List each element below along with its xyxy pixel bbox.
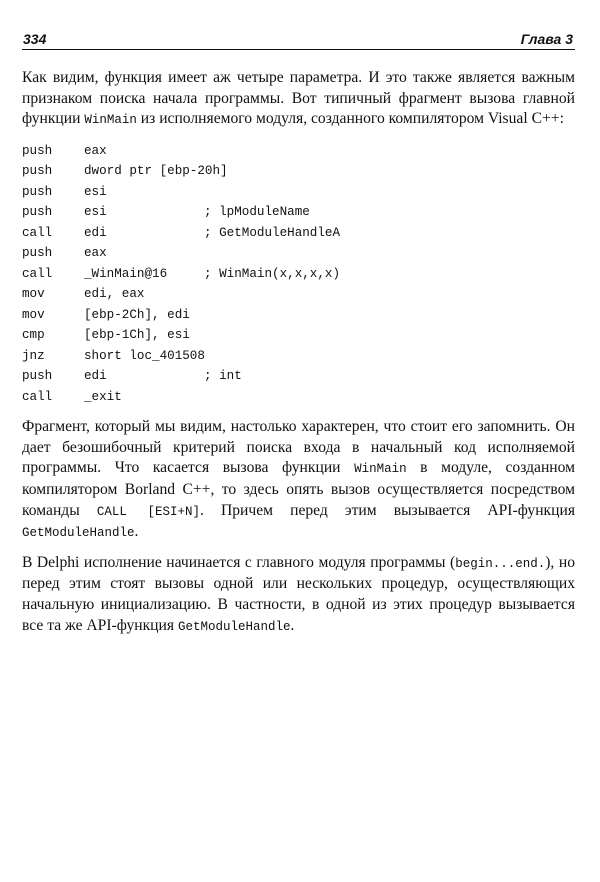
paragraph-text: . [290, 616, 295, 634]
code-arg: edi [84, 369, 107, 384]
code-line [22, 264, 575, 285]
paragraph-text: . [134, 523, 139, 541]
paragraph-text: ), но перед этим стоят вызовы одной или нескольких процедур, осуществляющих начальную инициализацию. В частности, в одной из этих процедур вызывается все та же API-функция [22, 553, 575, 634]
code-arg: esi [84, 184, 107, 199]
inline-code: begin...end. [455, 556, 546, 571]
page-number: 334 [23, 31, 47, 47]
code-listing [22, 141, 575, 408]
code-arg: eax [84, 246, 107, 261]
code-arg: [ebp-1Ch], esi [84, 328, 190, 343]
code-arg: _WinMain@16 [84, 266, 168, 281]
code-op: push [22, 143, 53, 158]
paragraph-text: Как видим, функция имеет аж четыре параметра. И это также является важным признаком поиска начала программы. Вот типичный фрагмент вызова главной функции [22, 69, 575, 128]
code-arg: edi, eax [84, 287, 145, 302]
code-op: cmp [22, 328, 45, 343]
code-line [22, 182, 575, 203]
inline-code: WinMain [354, 462, 407, 477]
paragraph-text: . Причем перед этим вызывается API-функция [200, 501, 575, 519]
chapter-title: Глава 3 [520, 31, 573, 47]
code-comment: ; int [204, 369, 242, 384]
code-op: mov [22, 287, 45, 302]
paragraph-fragment [22, 417, 575, 544]
paragraph-text: В Delphi исполнение начинается с главного модуля программы ( [22, 553, 456, 571]
code-arg: esi [84, 205, 107, 220]
code-arg: [ebp-2Ch], edi [84, 307, 190, 322]
code-line [22, 161, 575, 182]
code-comment: ; lpModuleName [204, 205, 310, 220]
code-comment: ; GetModuleHandleA [204, 225, 341, 240]
code-arg: short loc_401508 [84, 348, 205, 363]
paragraph-delphi [22, 553, 575, 637]
code-arg: _exit [84, 389, 122, 404]
code-op: push [22, 205, 53, 220]
code-line [22, 387, 575, 408]
code-line [22, 366, 575, 387]
code-line [22, 305, 575, 326]
code-op: push [22, 369, 53, 384]
paragraph-text: Фрагмент, который мы видим, настолько характерен, что стоит его запомнить. Он дает безошибочный критерий поиска входа в начальный код исполняемой программы. Что касается вызова функции [22, 418, 575, 477]
paragraph-text: в модуле, созданном компилятором Borland C++, то здесь опять вызов осуществляется посредством команды [22, 459, 576, 519]
book-page [22, 28, 575, 637]
code-op: jnz [22, 348, 45, 363]
inline-code: WinMain [84, 113, 137, 128]
code-op: push [22, 164, 53, 179]
code-op: call [22, 266, 53, 281]
code-op: call [22, 389, 53, 404]
code-op: push [22, 184, 53, 199]
code-line [22, 284, 575, 305]
code-line [22, 243, 575, 264]
paragraph-intro [22, 68, 575, 131]
code-arg: eax [84, 143, 107, 158]
code-op: push [22, 246, 53, 261]
page-header [22, 28, 575, 50]
paragraph-text: из исполняемого модуля, созданного компилятором Visual C++: [136, 110, 564, 128]
code-line [22, 202, 575, 223]
code-arg: dword ptr [ebp-20h] [84, 164, 228, 179]
code-line [22, 346, 575, 367]
code-line [22, 223, 575, 244]
inline-code: GetModuleHandle [177, 619, 291, 634]
code-comment: ; WinMain(x,x,x,x) [204, 266, 341, 281]
inline-code: GetModuleHandle [22, 526, 135, 541]
code-line [22, 325, 575, 346]
code-arg: edi [84, 225, 107, 240]
code-op: call [22, 225, 53, 240]
inline-code: CALL [ESI+N] [96, 504, 201, 519]
code-op: mov [22, 307, 45, 322]
code-line [22, 141, 575, 162]
